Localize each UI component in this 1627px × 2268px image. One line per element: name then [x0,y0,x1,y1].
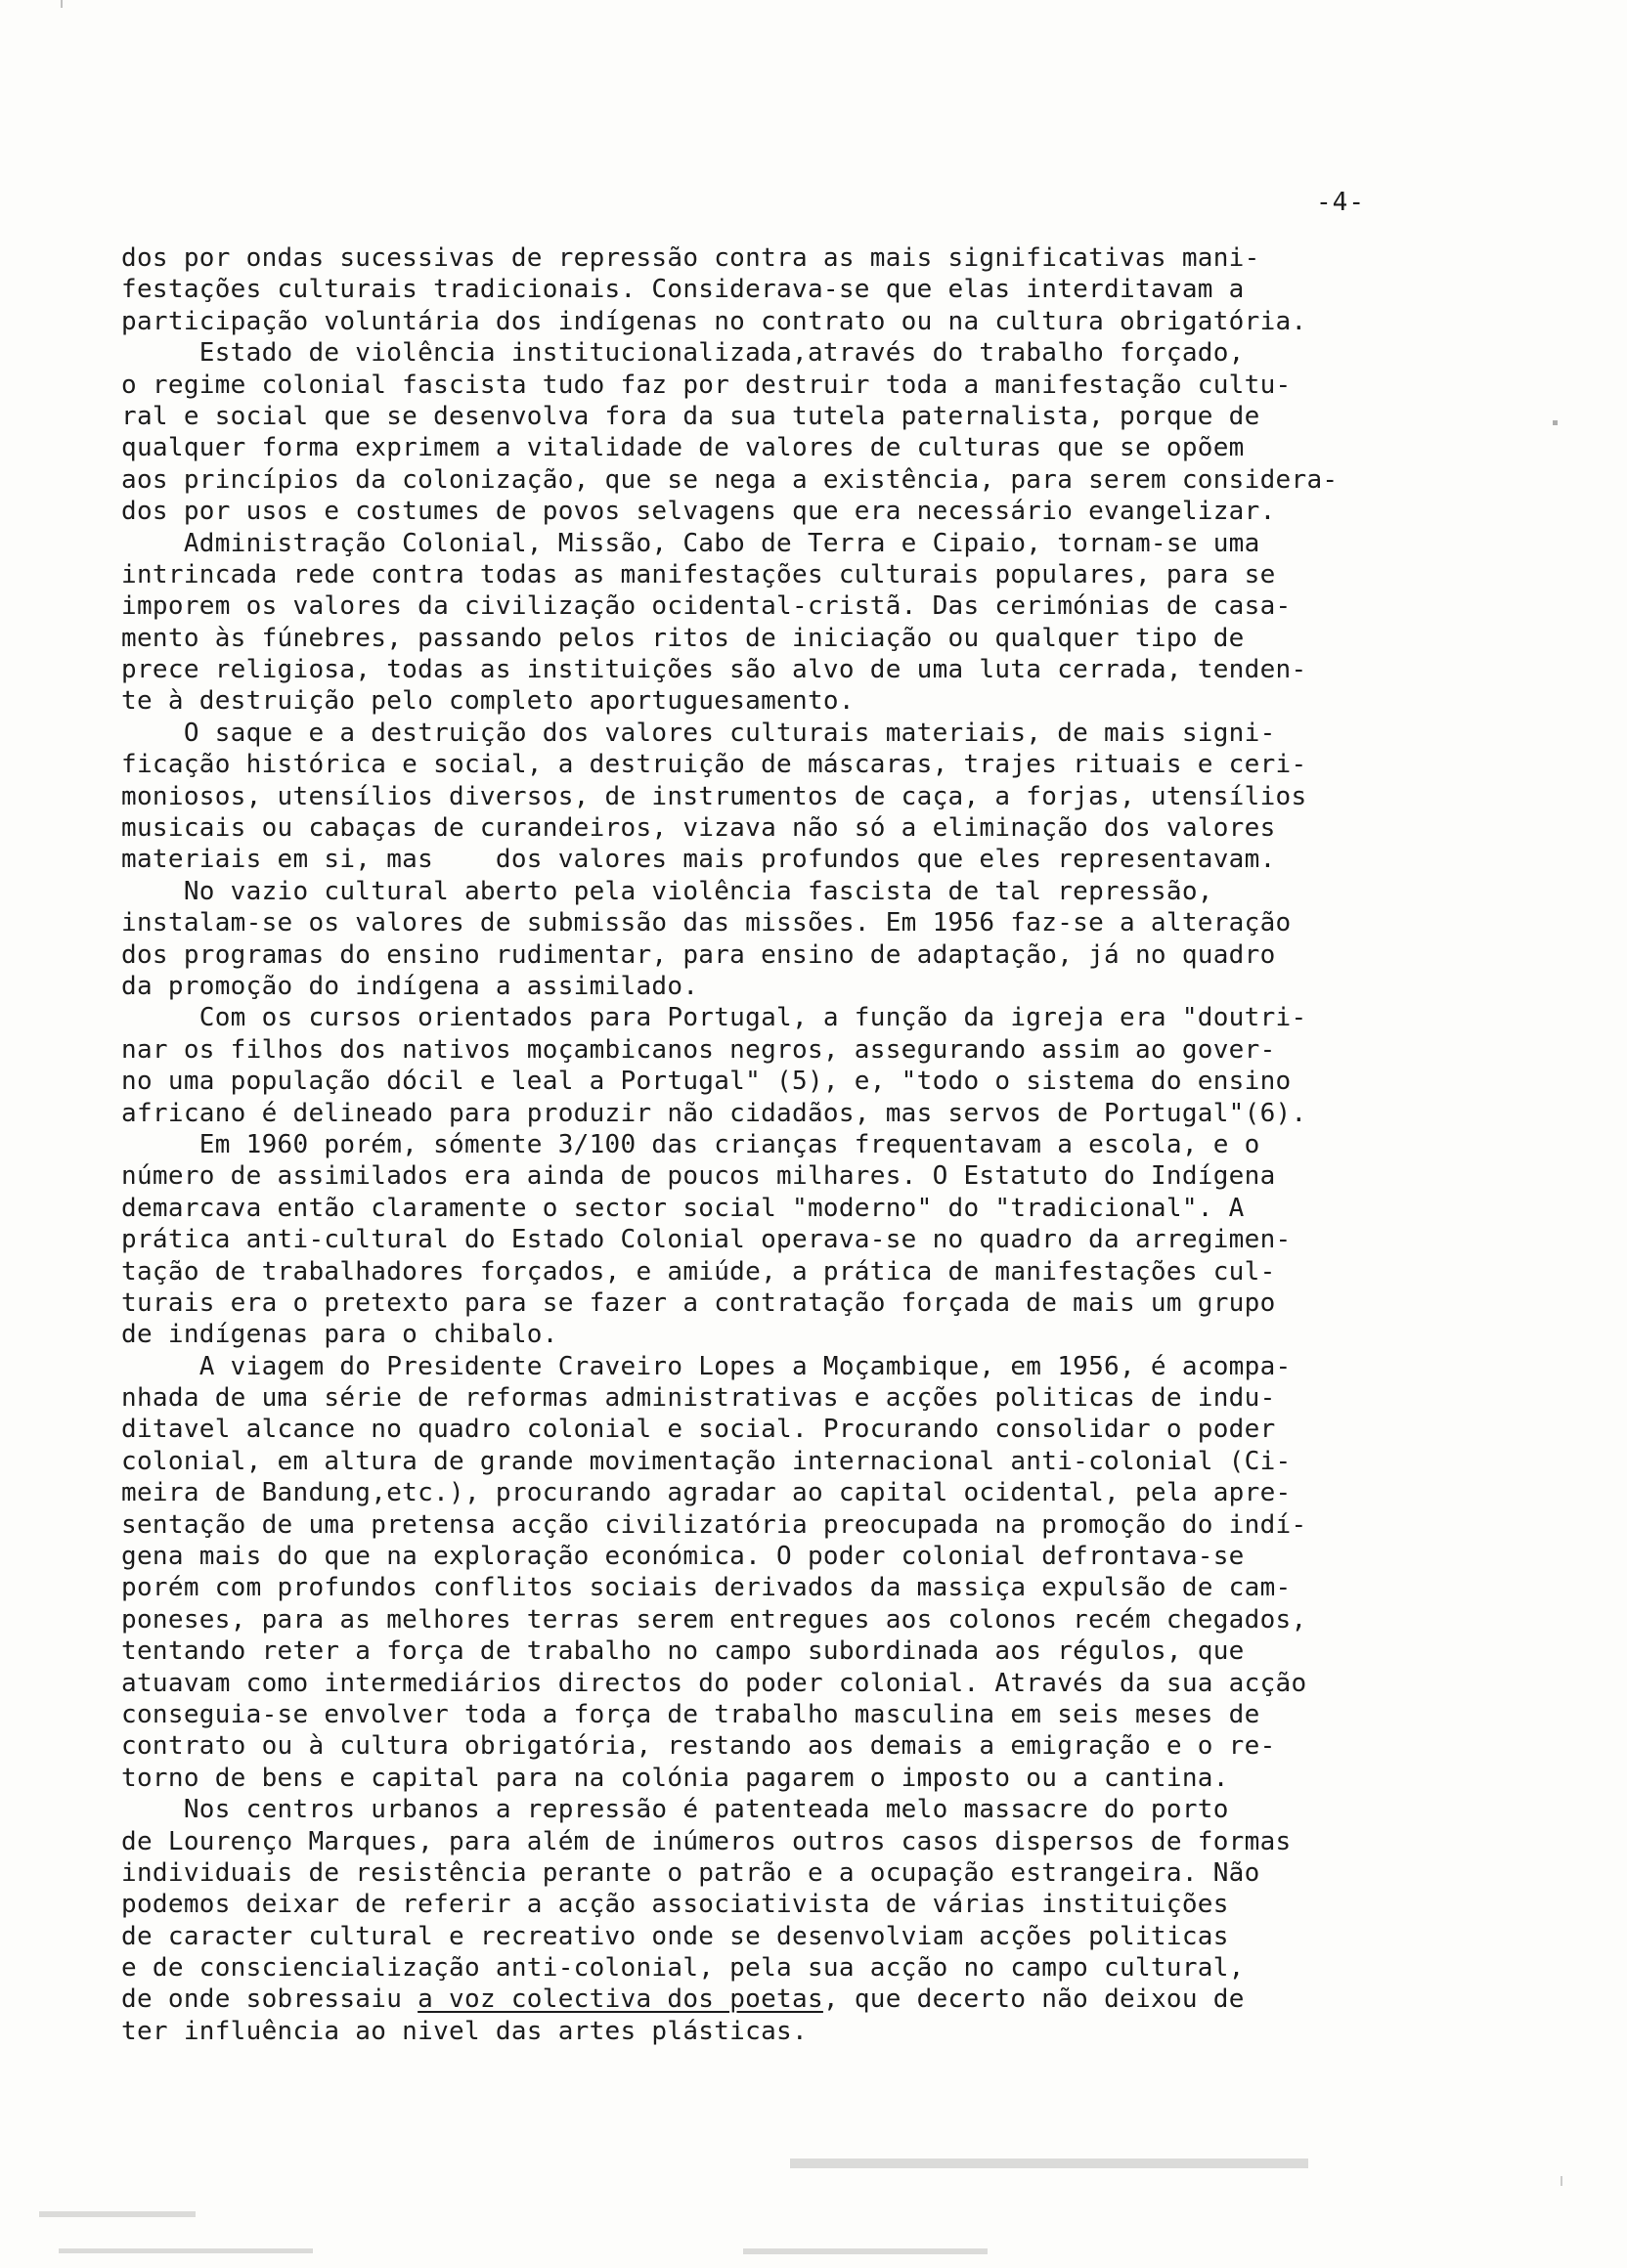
text-line: prática anti-cultural do Estado Colonial operava-se no quadro da arregimen- [121,1225,1292,1255]
text-line: qualquer forma exprimem a vitalidade de valores de culturas que se opõem [121,433,1245,463]
scan-noise [1561,2176,1562,2186]
text-line: tentando reter a força de trabalho no campo subordinada aos régulos, que [121,1636,1245,1667]
text-line: Administração Colonial, Missão, Cabo de Terra e Cipaio, tornam-se uma [121,528,1260,558]
text-line: dos por ondas sucessivas de repressão contra as mais significativas mani- [121,243,1260,273]
text-line: no uma população dócil e leal a Portugal" (5), e, "todo o sistema do ensino [121,1067,1292,1097]
text-line: mento às fúnebres, passando pelos ritos de iniciação ou qualquer tipo de [121,623,1245,653]
text-line: colonial, em altura de grande movimentação internacional anti-colonial (Ci- [121,1446,1292,1476]
text-line: atuavam como intermediários directos do poder colonial. Através da sua acção [121,1668,1307,1698]
text-line: tação de trabalhadores forçados, e amiúde, a prática de manifestações cul- [121,1256,1276,1287]
text-line: imporem os valores da civilização ocidental-cristã. Das cerimónias de casa- [121,591,1292,622]
text-line: contrato ou à cultura obrigatória, restando aos demais a emigração e o re- [121,1731,1276,1762]
scan-noise [1553,420,1558,425]
text-line-with-underline [121,1984,1392,2015]
text-line: poneses, para as melhores terras serem entregues aos colonos recém chegados, [121,1604,1307,1635]
text-line: demarcava então claramente o sector social "moderno" do "tradicional". A [121,1193,1245,1223]
text-line: O saque e a destruição dos valores culturais materiais, de mais signi- [121,718,1276,748]
text-line: de Lourenço Marques, para além de inúmeros outros casos dispersos de formas [121,1826,1292,1856]
text-line: sentação de uma pretensa acção civilizatória preocupada na promoção do indí- [121,1509,1307,1540]
text-line: meira de Bandung,etc.), procurando agradar ao capital ocidental, pela apre- [121,1478,1292,1508]
text-line: de indígenas para o chibalo. [121,1320,558,1350]
text-line: o regime colonial fascista tudo faz por destruir toda a manifestação cultu- [121,370,1292,400]
text-line: porém com profundos conflitos sociais derivados da massiça expulsão de cam- [121,1573,1292,1603]
text-line: instalam-se os valores de submissão das missões. Em 1956 faz-se a alteração [121,908,1292,938]
text-line: te à destruição pelo completo aportuguesamento. [121,686,855,717]
text-line: No vazio cultural aberto pela violência fascista de tal repressão, [121,876,1213,906]
text-line: de caracter cultural e recreativo onde se desenvolviam acções politicas [121,1921,1229,1951]
text-line: musicais ou cabaças de curandeiros, vizava não só a eliminação dos valores [121,813,1276,844]
text-line: dos programas do ensino rudimentar, para ensino de adaptação, já no quadro [121,939,1276,970]
text-line: Com os cursos orientados para Portugal, a função da igreja era "doutri- [121,1003,1307,1033]
scan-noise [39,2211,196,2217]
text-line: turais era o pretexto para se fazer a contratação forçada de mais um grupo [121,1287,1276,1318]
text-line: ficação histórica e social, a destruição de máscaras, trajes rituais e ceri- [121,750,1307,780]
body-text [121,242,1392,2047]
text-line: participação voluntária dos indígenas no contrato ou na cultura obrigatória. [121,306,1307,336]
page-number: -4- [1316,188,1365,217]
text-line: nhada de uma série de reformas administrativas e acções politicas de indu- [121,1383,1276,1414]
text-line: conseguia-se envolver toda a força de trabalho masculina em seis meses de [121,1699,1260,1729]
text-line: prece religiosa, todas as instituições são alvo de uma luta cerrada, tenden- [121,655,1307,685]
text-line: ral e social que se desenvolva fora da sua tutela paternalista, porque de [121,401,1260,431]
text-line: intrincada rede contra todas as manifestações culturais populares, para se [121,559,1276,589]
text-line: Estado de violência institucionalizada,através do trabalho forçado, [121,338,1245,369]
text-line: ter influência ao nivel das artes plásticas. [121,2016,808,2046]
text-line: materiais em si, mas dos valores mais profundos que eles representavam. [121,845,1276,875]
scan-noise [59,2248,313,2253]
line-prefix: de onde sobressaiu [121,1984,418,2015]
text-line: aos princípios da colonização, que se nega a existência, para serem considera- [121,464,1339,495]
text-line: dos por usos e costumes de povos selvagens que era necessário evangelizar. [121,497,1276,527]
text-line: nar os filhos dos nativos moçambicanos negros, assegurando assim ao gover- [121,1034,1276,1065]
text-line: africano é delineado para produzir não cidadãos, mas servos de Portugal"(6). [121,1098,1307,1128]
text-line: torno de bens e capital para na colónia pagarem o imposto ou a cantina. [121,1763,1229,1793]
underlined-phrase: a voz colectiva dos poetas [418,1984,823,2015]
text-line: Nos centros urbanos a repressão é patenteada melo massacre do porto [121,1795,1229,1825]
scan-noise [743,2248,988,2254]
text-line: ditavel alcance no quadro colonial e social. Procurando consolidar o poder [121,1415,1276,1445]
text-line: podemos deixar de referir a acção associativista de várias instituições [121,1890,1229,1920]
text-line: número de assimilados era ainda de poucos milhares. O Estatuto do Indígena [121,1161,1276,1192]
text-line: da promoção do indígena a assimilado. [121,971,699,1001]
scan-noise [61,0,63,8]
line-suffix: , que decerto não deixou de [822,1984,1245,2015]
text-line: gena mais do que na exploração económica. O poder colonial defrontava-se [121,1542,1245,1572]
text-line: A viagem do Presidente Craveiro Lopes a Moçambique, em 1956, é acompa- [121,1351,1292,1381]
text-line: moniosos, utensílios diversos, de instrumentos de caça, a forjas, utensílios [121,781,1307,811]
text-line: Em 1960 porém, sómente 3/100 das crianças frequentavam a escola, e o [121,1129,1260,1159]
scan-noise [790,2159,1308,2168]
text-line: festações culturais tradicionais. Considerava-se que elas interditavam a [121,275,1245,305]
text-line: e de consciencialização anti-colonial, pela sua acção no campo cultural, [121,1953,1245,1984]
text-line: individuais de resistência perante o patrão e a ocupação estrangeira. Não [121,1857,1260,1888]
